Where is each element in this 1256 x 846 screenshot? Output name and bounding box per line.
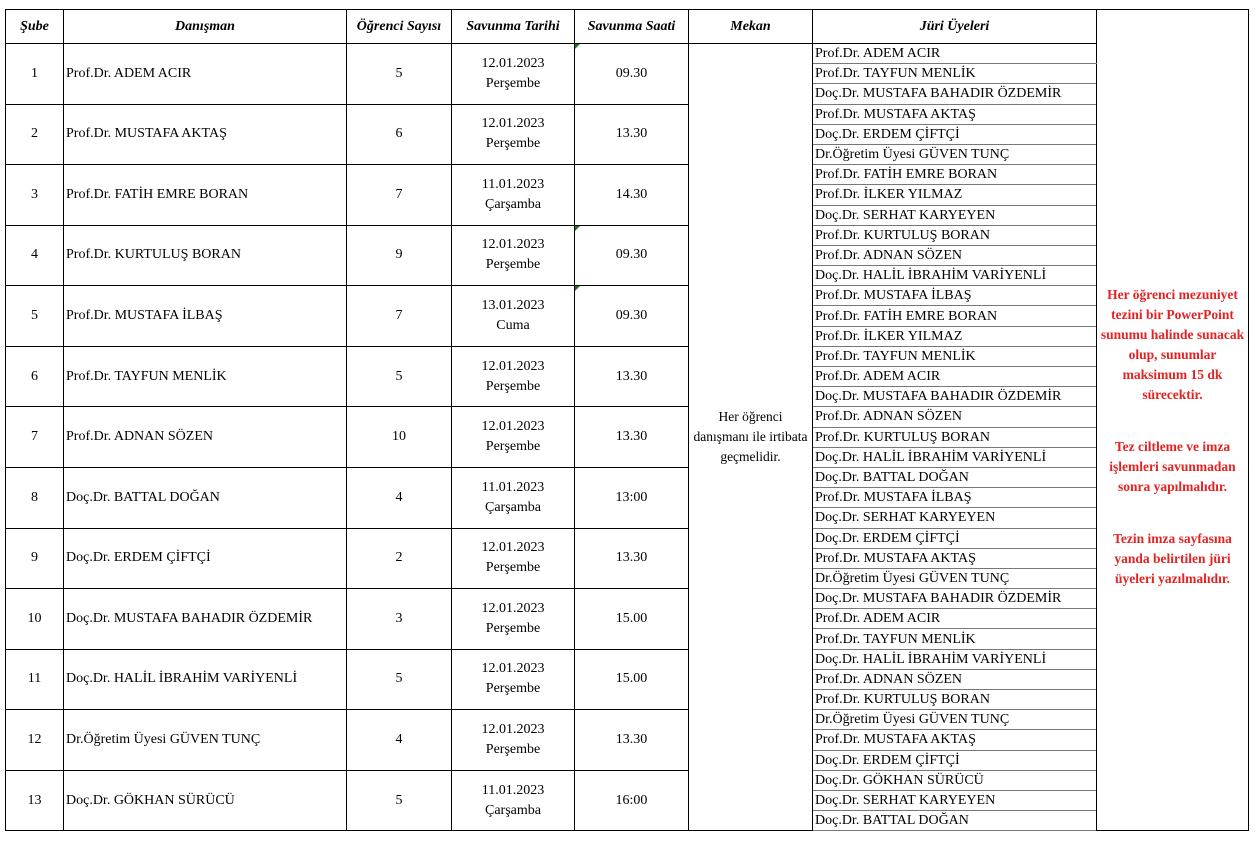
danisman-cell: Doç.Dr. ERDEM ÇİFTÇİ bbox=[64, 528, 347, 589]
jury-member: Doç.Dr. SERHAT KARYEYEN bbox=[813, 790, 1097, 810]
savunma-tarihi-cell bbox=[452, 710, 575, 771]
jury-member: Prof.Dr. İLKER YILMAZ bbox=[813, 185, 1097, 205]
header-savunma-tarihi: Savunma Tarihi bbox=[452, 10, 575, 44]
defense-weekday: Perşembe bbox=[485, 620, 541, 636]
jury-member: Prof.Dr. MUSTAFA AKTAŞ bbox=[813, 730, 1097, 750]
jury-member: Prof.Dr. KURTULUŞ BORAN bbox=[813, 427, 1097, 447]
table-row bbox=[6, 225, 1249, 245]
notes-cell bbox=[1097, 44, 1249, 831]
jury-member: Prof.Dr. FATİH EMRE BORAN bbox=[813, 165, 1097, 185]
danisman-cell: Prof.Dr. TAYFUN MENLİK bbox=[64, 346, 347, 407]
table-row bbox=[6, 346, 1249, 366]
danisman-cell: Doç.Dr. GÖKHAN SÜRÜCÜ bbox=[64, 770, 347, 831]
savunma-tarihi-cell bbox=[452, 165, 575, 226]
danisman-cell: Doç.Dr. HALİL İBRAHİM VARİYENLİ bbox=[64, 649, 347, 710]
savunma-tarihi-cell bbox=[452, 286, 575, 347]
savunma-saati-cell: 13.30 bbox=[575, 407, 689, 468]
defense-date: 13.01.2023 bbox=[481, 298, 545, 314]
jury-member: Prof.Dr. ADNAN SÖZEN bbox=[813, 407, 1097, 427]
sube-cell: 5 bbox=[6, 286, 64, 347]
jury-member: Doç.Dr. BATTAL DOĞAN bbox=[813, 811, 1097, 831]
sube-cell: 3 bbox=[6, 165, 64, 226]
sube-cell: 1 bbox=[6, 44, 64, 105]
jury-member: Doç.Dr. HALİL İBRAHİM VARİYENLİ bbox=[813, 266, 1097, 286]
defense-date: 12.01.2023 bbox=[481, 540, 545, 556]
table-row bbox=[6, 104, 1249, 124]
ogrenci-sayisi-cell: 5 bbox=[347, 770, 452, 831]
sube-cell: 8 bbox=[6, 467, 64, 528]
savunma-saati-cell: 13.30 bbox=[575, 528, 689, 589]
sube-cell: 2 bbox=[6, 104, 64, 165]
jury-member: Prof.Dr. MUSTAFA İLBAŞ bbox=[813, 286, 1097, 306]
sube-cell: 7 bbox=[6, 407, 64, 468]
danisman-cell: Prof.Dr. ADEM ACIR bbox=[64, 44, 347, 105]
header-sube: Şube bbox=[6, 10, 64, 44]
jury-member: Dr.Öğretim Üyesi GÜVEN TUNÇ bbox=[813, 568, 1097, 588]
defense-date: 12.01.2023 bbox=[481, 661, 545, 677]
sube-cell: 4 bbox=[6, 225, 64, 286]
ogrenci-sayisi-cell: 4 bbox=[347, 467, 452, 528]
jury-member: Doç.Dr. ERDEM ÇİFTÇİ bbox=[813, 750, 1097, 770]
header-row bbox=[6, 10, 1249, 44]
savunma-tarihi-cell bbox=[452, 225, 575, 286]
jury-member: Dr.Öğretim Üyesi GÜVEN TUNÇ bbox=[813, 144, 1097, 164]
danisman-cell: Dr.Öğretim Üyesi GÜVEN TUNÇ bbox=[64, 710, 347, 771]
sube-cell: 6 bbox=[6, 346, 64, 407]
defense-schedule-table bbox=[5, 9, 1249, 831]
ogrenci-sayisi-cell: 5 bbox=[347, 649, 452, 710]
defense-date: 12.01.2023 bbox=[481, 721, 545, 737]
defense-date: 11.01.2023 bbox=[481, 782, 545, 798]
jury-member: Doç.Dr. SERHAT KARYEYEN bbox=[813, 508, 1097, 528]
header-notes-blank bbox=[1097, 10, 1249, 44]
savunma-tarihi-cell bbox=[452, 467, 575, 528]
ogrenci-sayisi-cell: 7 bbox=[347, 165, 452, 226]
savunma-saati-cell: 16:00 bbox=[575, 770, 689, 831]
jury-member: Dr.Öğretim Üyesi GÜVEN TUNÇ bbox=[813, 710, 1097, 730]
jury-member: Prof.Dr. MUSTAFA AKTAŞ bbox=[813, 548, 1097, 568]
savunma-saati-cell: 15.00 bbox=[575, 649, 689, 710]
ogrenci-sayisi-cell: 4 bbox=[347, 710, 452, 771]
savunma-tarihi-cell bbox=[452, 104, 575, 165]
defense-weekday: Çarşamba bbox=[485, 802, 541, 818]
sube-cell: 12 bbox=[6, 710, 64, 771]
table-row bbox=[6, 770, 1249, 790]
table-row bbox=[6, 165, 1249, 185]
defense-weekday: Perşembe bbox=[485, 560, 541, 576]
savunma-saati-cell: 13.30 bbox=[575, 710, 689, 771]
defense-date: 12.01.2023 bbox=[481, 55, 545, 71]
jury-member: Prof.Dr. KURTULUŞ BORAN bbox=[813, 690, 1097, 710]
table-row bbox=[6, 710, 1249, 730]
defense-weekday: Perşembe bbox=[485, 257, 541, 273]
jury-member: Prof.Dr. ADEM ACIR bbox=[813, 609, 1097, 629]
defense-weekday: Perşembe bbox=[485, 681, 541, 697]
schedule-sheet bbox=[5, 9, 1249, 831]
jury-member: Doç.Dr. HALİL İBRAHİM VARİYENLİ bbox=[813, 649, 1097, 669]
defense-weekday: Cuma bbox=[496, 318, 530, 334]
sube-cell: 10 bbox=[6, 589, 64, 650]
savunma-tarihi-cell bbox=[452, 528, 575, 589]
ogrenci-sayisi-cell: 2 bbox=[347, 528, 452, 589]
ogrenci-sayisi-cell: 5 bbox=[347, 346, 452, 407]
jury-member: Doç.Dr. ERDEM ÇİFTÇİ bbox=[813, 528, 1097, 548]
table-row bbox=[6, 467, 1249, 487]
defense-weekday: Perşembe bbox=[485, 378, 541, 394]
defense-weekday: Perşembe bbox=[485, 136, 541, 152]
defense-weekday: Çarşamba bbox=[485, 499, 541, 515]
defense-date: 12.01.2023 bbox=[481, 358, 545, 374]
note-text: Tezin imza sayfasına yanda belirtilen jüri üyeleri yazılmalıdır. bbox=[1113, 530, 1232, 586]
jury-member: Prof.Dr. MUSTAFA İLBAŞ bbox=[813, 488, 1097, 508]
jury-member: Doç.Dr. ERDEM ÇİFTÇİ bbox=[813, 124, 1097, 144]
jury-member: Prof.Dr. ADNAN SÖZEN bbox=[813, 245, 1097, 265]
sube-cell: 9 bbox=[6, 528, 64, 589]
danisman-cell: Doç.Dr. BATTAL DOĞAN bbox=[64, 467, 347, 528]
header-danisman: Danışman bbox=[64, 10, 347, 44]
defense-date: 12.01.2023 bbox=[481, 419, 545, 435]
table-row bbox=[6, 528, 1249, 548]
jury-member: Doç.Dr. MUSTAFA BAHADIR ÖZDEMİR bbox=[813, 387, 1097, 407]
header-savunma-saati: Savunma Saati bbox=[575, 10, 689, 44]
danisman-cell: Prof.Dr. MUSTAFA AKTAŞ bbox=[64, 104, 347, 165]
savunma-saati-cell: 09.30 bbox=[575, 225, 689, 286]
ogrenci-sayisi-cell: 9 bbox=[347, 225, 452, 286]
table-row bbox=[6, 649, 1249, 669]
ogrenci-sayisi-cell: 6 bbox=[347, 104, 452, 165]
savunma-saati-cell: 13.30 bbox=[575, 104, 689, 165]
danisman-cell: Prof.Dr. ADNAN SÖZEN bbox=[64, 407, 347, 468]
jury-member: Prof.Dr. ADEM ACIR bbox=[813, 44, 1097, 64]
defense-weekday: Perşembe bbox=[485, 439, 541, 455]
defense-weekday: Perşembe bbox=[485, 741, 541, 757]
jury-member: Prof.Dr. TAYFUN MENLİK bbox=[813, 64, 1097, 84]
jury-member: Doç.Dr. HALİL İBRAHİM VARİYENLİ bbox=[813, 447, 1097, 467]
ogrenci-sayisi-cell: 3 bbox=[347, 589, 452, 650]
jury-member: Prof.Dr. TAYFUN MENLİK bbox=[813, 629, 1097, 649]
savunma-saati-cell: 09.30 bbox=[575, 286, 689, 347]
savunma-tarihi-cell bbox=[452, 44, 575, 105]
danisman-cell: Prof.Dr. FATİH EMRE BORAN bbox=[64, 165, 347, 226]
jury-member: Doç.Dr. MUSTAFA BAHADIR ÖZDEMİR bbox=[813, 84, 1097, 104]
defense-date: 11.01.2023 bbox=[481, 479, 545, 495]
defense-date: 11.01.2023 bbox=[481, 176, 545, 192]
savunma-saati-cell: 09.30 bbox=[575, 44, 689, 105]
note-text: Tez ciltleme ve imza işlemleri savunmadan sonra yapılmalıdır. bbox=[1109, 438, 1236, 494]
savunma-saati-cell: 15.00 bbox=[575, 589, 689, 650]
savunma-saati-cell: 13.30 bbox=[575, 346, 689, 407]
jury-member: Prof.Dr. ADNAN SÖZEN bbox=[813, 669, 1097, 689]
jury-member: Doç.Dr. BATTAL DOĞAN bbox=[813, 467, 1097, 487]
mekan-cell: Her öğrenci danışmanı ile irtibata geçmelidir. bbox=[689, 44, 813, 831]
sube-cell: 13 bbox=[6, 770, 64, 831]
jury-member: Prof.Dr. FATİH EMRE BORAN bbox=[813, 306, 1097, 326]
header-mekan: Mekan bbox=[689, 10, 813, 44]
jury-member: Prof.Dr. ADEM ACIR bbox=[813, 367, 1097, 387]
savunma-tarihi-cell bbox=[452, 407, 575, 468]
table-row bbox=[6, 286, 1249, 306]
defense-weekday: Perşembe bbox=[485, 75, 541, 91]
defense-date: 12.01.2023 bbox=[481, 600, 545, 616]
savunma-tarihi-cell bbox=[452, 589, 575, 650]
ogrenci-sayisi-cell: 10 bbox=[347, 407, 452, 468]
table-row bbox=[6, 44, 1249, 64]
jury-member: Doç.Dr. MUSTAFA BAHADIR ÖZDEMİR bbox=[813, 589, 1097, 609]
savunma-tarihi-cell bbox=[452, 346, 575, 407]
table-row bbox=[6, 589, 1249, 609]
ogrenci-sayisi-cell: 7 bbox=[347, 286, 452, 347]
defense-date: 12.01.2023 bbox=[481, 116, 545, 132]
header-ogrenci-sayisi: Öğrenci Sayısı bbox=[347, 10, 452, 44]
jury-member: Doç.Dr. SERHAT KARYEYEN bbox=[813, 205, 1097, 225]
defense-weekday: Çarşamba bbox=[485, 196, 541, 212]
jury-member: Prof.Dr. MUSTAFA AKTAŞ bbox=[813, 104, 1097, 124]
defense-date: 12.01.2023 bbox=[481, 237, 545, 253]
danisman-cell: Prof.Dr. MUSTAFA İLBAŞ bbox=[64, 286, 347, 347]
savunma-saati-cell: 14.30 bbox=[575, 165, 689, 226]
savunma-tarihi-cell bbox=[452, 649, 575, 710]
savunma-tarihi-cell bbox=[452, 770, 575, 831]
note-text: Her öğrenci mezuniyet tezini bir PowerPoint sunumu halinde sunacak olup, sunumlar maksimum 15 dk sürecektir. bbox=[1100, 286, 1245, 402]
savunma-saati-cell: 13:00 bbox=[575, 467, 689, 528]
danisman-cell: Doç.Dr. MUSTAFA BAHADIR ÖZDEMİR bbox=[64, 589, 347, 650]
jury-member: Prof.Dr. KURTULUŞ BORAN bbox=[813, 225, 1097, 245]
jury-member: Doç.Dr. GÖKHAN SÜRÜCÜ bbox=[813, 770, 1097, 790]
jury-member: Prof.Dr. TAYFUN MENLİK bbox=[813, 346, 1097, 366]
jury-member: Prof.Dr. İLKER YILMAZ bbox=[813, 326, 1097, 346]
ogrenci-sayisi-cell: 5 bbox=[347, 44, 452, 105]
sube-cell: 11 bbox=[6, 649, 64, 710]
header-juri: Jüri Üyeleri bbox=[813, 10, 1097, 44]
table-row bbox=[6, 407, 1249, 427]
danisman-cell: Prof.Dr. KURTULUŞ BORAN bbox=[64, 225, 347, 286]
